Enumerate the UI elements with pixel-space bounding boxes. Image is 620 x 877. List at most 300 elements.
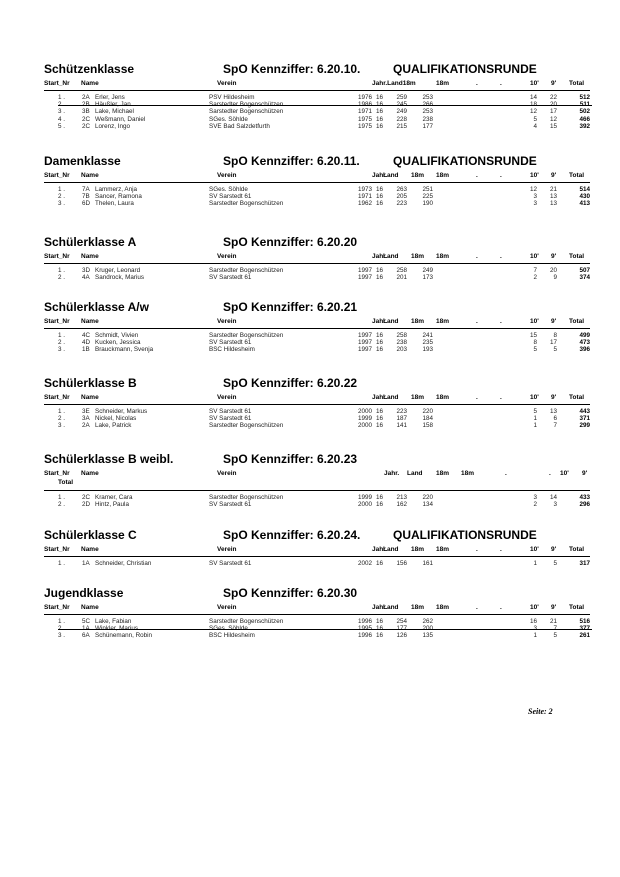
header-m18: 18m (411, 253, 425, 260)
total: 371 (579, 415, 590, 423)
club: Sarstedter Bogenschützen (209, 332, 284, 339)
athlete-name: Sancer, Ramona (95, 193, 142, 201)
header-ten: 10' (560, 470, 569, 477)
land: 16 (376, 625, 384, 633)
header-ten: 10' (530, 318, 539, 325)
land: 16 (376, 422, 384, 430)
header-name: Name (81, 318, 99, 325)
target-group: 2C (82, 122, 91, 130)
header-dot: . (500, 172, 502, 179)
target-group: 3B (82, 108, 90, 116)
header-start-nr: Start_Nr (44, 546, 70, 553)
spo-code: SpO Kennziffer: 6.20.10. (223, 62, 361, 76)
header-name: Name (81, 253, 99, 260)
header-dot: . (500, 546, 502, 553)
header-m18: 18m (436, 172, 450, 179)
total: 413 (579, 200, 590, 208)
header-m18: 18m (436, 470, 450, 477)
table-row (0, 332, 620, 339)
header-dot: . (500, 394, 502, 401)
land: 16 (376, 494, 384, 501)
score-18m-1: 254 (396, 618, 407, 625)
column-header (0, 470, 620, 490)
header-start-nr: Start_Nr (44, 470, 70, 477)
header-dot: . (476, 604, 478, 611)
score-18m-2: 253 (422, 108, 433, 116)
total: 511 (579, 101, 590, 109)
land: 16 (376, 346, 384, 354)
rank: 3 . (58, 422, 66, 430)
nines: 6 (553, 415, 557, 423)
class-name: Damenklasse (44, 154, 121, 168)
header-jahr: Jahr. (372, 546, 388, 553)
header-name: Name (81, 80, 99, 87)
athlete-name: Sandrock, Marius (95, 274, 144, 282)
target-group: 2A (82, 422, 90, 430)
section-title-row (0, 235, 620, 251)
score-18m-1: 162 (396, 501, 407, 509)
athlete-name: Weßmann, Daniel (95, 115, 146, 123)
round-label: QUALIFIKATIONSRUNDE (393, 62, 537, 76)
header-m18: 18m (436, 546, 450, 553)
spo-code: SpO Kennziffer: 6.20.20 (223, 235, 358, 249)
nines: 15 (549, 122, 557, 130)
score-18m-2: 225 (422, 193, 433, 201)
nines: 5 (553, 346, 557, 354)
column-header (0, 546, 620, 556)
header-dot: . (549, 470, 551, 477)
score-18m-1: 156 (396, 560, 407, 567)
header-nine: 9' (551, 394, 557, 401)
score-18m-2: 173 (422, 274, 433, 282)
birth-year: 1995 (358, 625, 373, 633)
nines: 17 (549, 339, 557, 347)
athlete-name: Häußler, Jan (95, 101, 131, 109)
birth-year: 1996 (358, 632, 373, 640)
header-nine: 9' (551, 80, 557, 87)
score-18m-1: 238 (396, 339, 407, 347)
land: 16 (376, 122, 384, 130)
land: 16 (376, 274, 384, 282)
land: 16 (376, 186, 384, 193)
tens: 12 (529, 108, 537, 116)
birth-year: 1973 (358, 186, 373, 193)
rank: 1 . (58, 618, 66, 625)
score-18m-1: 213 (396, 494, 407, 501)
table-row (0, 108, 620, 115)
birth-year: 1962 (358, 200, 373, 208)
target-group: 7B (82, 193, 90, 201)
nines: 7 (553, 422, 557, 430)
header-jahr: Jahr. (384, 470, 400, 477)
athlete-name: Schneider, Markus (95, 408, 148, 415)
header-total: Total (569, 394, 585, 401)
total: 466 (579, 115, 590, 123)
score-18m-2: 134 (422, 501, 433, 509)
section-title-row (0, 376, 620, 392)
header-ten: 10' (530, 80, 539, 87)
header-m18: 18m (436, 394, 450, 401)
page-number: Seite: 2 (528, 707, 553, 716)
table-row (0, 625, 620, 632)
athlete-name: Erler, Jens (95, 94, 125, 101)
club: SGes. Söhlde (209, 115, 248, 123)
athlete-name: Nickel, Nicolas (95, 415, 137, 423)
header-land: Land (383, 394, 399, 401)
total: 473 (579, 339, 590, 347)
total: 396 (579, 346, 590, 354)
header-rule (44, 490, 590, 491)
score-18m-1: 201 (396, 274, 407, 282)
header-name: Name (81, 470, 99, 477)
club: SGes. Söhlde (209, 186, 248, 193)
birth-year: 1997 (358, 267, 373, 274)
header-verein: Verein (217, 318, 237, 325)
header-rule (44, 614, 590, 615)
total: 433 (579, 494, 590, 501)
nines: 5 (553, 632, 557, 640)
nines: 14 (549, 494, 557, 501)
section-1 (0, 154, 620, 208)
total: 392 (579, 122, 590, 130)
tens: 7 (533, 267, 537, 274)
score-18m-1: 263 (396, 186, 407, 193)
rank: 2 . (58, 339, 66, 347)
score-18m-1: 223 (396, 200, 407, 208)
total: 374 (579, 274, 590, 282)
section-title-row (0, 528, 620, 544)
club: PSV Hildesheim (209, 94, 255, 101)
header-start-nr: Start_Nr (44, 253, 70, 260)
target-group: 3D (82, 267, 91, 274)
land: 16 (376, 415, 384, 423)
section-title-row (0, 452, 620, 468)
rank: 2 . (58, 274, 66, 282)
table-row (0, 94, 620, 101)
table-row (0, 186, 620, 193)
nines: 17 (549, 108, 557, 116)
target-group: 3A (82, 415, 90, 423)
header-total: Total (569, 253, 585, 260)
spo-code: SpO Kennziffer: 6.20.22 (223, 376, 358, 390)
rank: 2 . (58, 415, 66, 423)
spo-code: SpO Kennziffer: 6.20.24. (223, 528, 361, 542)
tens: 8 (533, 339, 537, 347)
land: 16 (376, 332, 384, 339)
target-group: 2C (82, 115, 91, 123)
header-jahr-land-joined: Jahr.Land18m (372, 80, 416, 87)
tens: 5 (533, 346, 537, 354)
nines: 13 (549, 193, 557, 201)
rank: 3 . (58, 108, 66, 116)
header-total: Total (569, 546, 585, 553)
target-group: 6D (82, 200, 91, 208)
class-name: Schülerklasse B (44, 376, 137, 390)
rank: 1 . (58, 267, 66, 274)
table-row (0, 339, 620, 346)
spo-code: SpO Kennziffer: 6.20.23 (223, 452, 358, 466)
section-title-row (0, 62, 620, 78)
nines: 22 (549, 94, 557, 101)
athlete-name: Kucken, Jessica (95, 339, 141, 347)
target-group: 1B (82, 346, 90, 354)
birth-year: 1996 (358, 618, 373, 625)
athlete-name: Winkler, Marius (95, 625, 139, 633)
target-group: 1A (82, 625, 90, 633)
target-group: 4D (82, 339, 91, 347)
header-dot: . (476, 318, 478, 325)
rank: 1 . (58, 560, 66, 567)
header-rule (44, 90, 590, 91)
section-4 (0, 376, 620, 430)
score-18m-2: 200 (422, 625, 433, 633)
club: Sarstedter Bogenschützen (209, 494, 284, 501)
header-nine: 9' (551, 546, 557, 553)
class-name: Schützenklasse (44, 62, 135, 76)
score-18m-2: 193 (422, 346, 433, 354)
column-header (0, 80, 620, 90)
score-18m-1: 205 (396, 193, 407, 201)
club: SV Sarstedt 61 (209, 339, 252, 347)
column-header (0, 318, 620, 328)
club: Sarstedter Bogenschützen (209, 618, 284, 625)
birth-year: 1999 (358, 415, 373, 423)
table-row (0, 415, 620, 422)
club: SV Sarstedt 61 (209, 408, 252, 415)
header-dot: . (500, 80, 502, 87)
column-header (0, 253, 620, 263)
score-18m-2: 161 (422, 560, 433, 567)
header-jahr: Jahr. (372, 394, 388, 401)
target-group: 3E (82, 408, 90, 415)
header-m18: 18m (411, 172, 425, 179)
score-18m-2: 184 (422, 415, 433, 423)
nines: 21 (549, 618, 557, 625)
nines: 3 (553, 501, 557, 509)
header-land: Land (407, 470, 423, 477)
header-m18: 18m (411, 318, 425, 325)
land: 16 (376, 339, 384, 347)
header-total: Total (569, 318, 585, 325)
header-nine: 9' (551, 604, 557, 611)
nines: 21 (549, 186, 557, 193)
section-3 (0, 300, 620, 354)
club: SV Sarstedt 61 (209, 560, 252, 567)
nines: 7 (553, 625, 557, 633)
athlete-name: Schünemann, Robin (95, 632, 153, 640)
header-land: Land (383, 604, 399, 611)
score-18m-2: 177 (422, 122, 433, 130)
header-name: Name (81, 172, 99, 179)
birth-year: 1997 (358, 332, 373, 339)
athlete-name: Kruger, Leonard (95, 267, 141, 274)
score-18m-1: 259 (396, 94, 407, 101)
header-start-nr: Start_Nr (44, 318, 70, 325)
nines: 12 (549, 115, 557, 123)
table-row (0, 494, 620, 501)
header-land: Land (383, 172, 399, 179)
table-row (0, 193, 620, 200)
club: SVE Bad Salzdetfurth (209, 122, 270, 130)
tens: 5 (533, 115, 537, 123)
total: 516 (579, 618, 590, 625)
header-nine: 9' (582, 470, 588, 477)
header-rule (44, 182, 590, 183)
target-group: 4C (82, 332, 91, 339)
birth-year: 2000 (358, 501, 373, 509)
athlete-name: Lake, Michael (95, 108, 134, 116)
header-dot: . (500, 318, 502, 325)
header-start-nr: Start_Nr (44, 172, 70, 179)
athlete-name: Brauckmann, Svenja (95, 346, 154, 354)
total: 502 (579, 108, 590, 116)
tens: 2 (533, 274, 537, 282)
section-5 (0, 452, 620, 508)
score-18m-1: 215 (396, 122, 407, 130)
score-18m-1: 177 (396, 625, 407, 633)
birth-year: 1999 (358, 494, 373, 501)
land: 16 (376, 108, 384, 116)
score-18m-2: 262 (422, 618, 433, 625)
column-header (0, 604, 620, 614)
club: Sarstedter Bogenschützen (209, 101, 284, 109)
nines: 20 (549, 267, 557, 274)
table-row (0, 560, 620, 567)
header-verein: Verein (217, 80, 237, 87)
rank: 3 . (58, 200, 66, 208)
rank: 2 . (58, 193, 66, 201)
club: Sarstedter Bogenschützen (209, 267, 284, 274)
land: 16 (376, 101, 384, 109)
athlete-name: Lake, Patrick (95, 422, 132, 430)
column-header (0, 172, 620, 182)
target-group: 2C (82, 494, 91, 501)
section-title-row (0, 300, 620, 316)
club: Sarstedter Bogenschützen (209, 200, 284, 208)
tens: 1 (533, 632, 537, 640)
score-18m-2: 220 (422, 408, 433, 415)
target-group: 1A (82, 560, 90, 567)
birth-year: 1997 (358, 346, 373, 354)
table-row (0, 200, 620, 207)
club: SV Sarstedt 61 (209, 501, 252, 509)
header-land: Land (383, 253, 399, 260)
land: 16 (376, 501, 384, 509)
score-18m-2: 158 (422, 422, 433, 430)
score-18m-1: 223 (396, 408, 407, 415)
land: 16 (376, 632, 384, 640)
score-18m-2: 253 (422, 94, 433, 101)
score-18m-2: 266 (422, 101, 433, 109)
score-18m-1: 258 (396, 332, 407, 339)
class-name: Schülerklasse A/w (44, 300, 149, 314)
athlete-name: Lake, Fabian (95, 618, 132, 625)
table-row (0, 408, 620, 415)
class-name: Schülerklasse A (44, 235, 137, 249)
header-total: Total (58, 479, 74, 486)
score-18m-1: 228 (396, 115, 407, 123)
table-row (0, 632, 620, 639)
spo-code: SpO Kennziffer: 6.20.30 (223, 586, 358, 600)
club: BSC Hildesheim (209, 632, 255, 640)
total: 430 (579, 193, 590, 201)
total: 296 (579, 501, 590, 509)
total: 512 (579, 94, 590, 101)
club: BSC Hildesheim (209, 346, 255, 354)
header-jahr: Jahr. (372, 253, 388, 260)
club: Sarstedter Bogenschützen (209, 422, 284, 430)
land: 16 (376, 560, 384, 567)
spo-code: SpO Kennziffer: 6.20.11. (223, 154, 360, 168)
total: 499 (579, 332, 590, 339)
header-jahr: Jahr. (372, 318, 388, 325)
birth-year: 1997 (358, 339, 373, 347)
tens: 1 (533, 415, 537, 423)
tens: 3 (533, 494, 537, 501)
birth-year: 1975 (358, 115, 373, 123)
header-start-nr: Start_Nr (44, 394, 70, 401)
header-start-nr: Start_Nr (44, 80, 70, 87)
birth-year: 1971 (358, 193, 373, 201)
round-label: QUALIFIKATIONSRUNDE (393, 528, 537, 542)
tens: 3 (533, 200, 537, 208)
score-18m-2: 190 (422, 200, 433, 208)
land: 16 (376, 618, 384, 625)
table-row (0, 501, 620, 508)
header-rule (44, 404, 590, 405)
nines: 9 (553, 274, 557, 282)
header-dot: . (500, 604, 502, 611)
score-18m-1: 245 (396, 101, 407, 109)
birth-year: 2000 (358, 408, 373, 415)
nines: 5 (553, 560, 557, 567)
table-row (0, 274, 620, 281)
birth-year: 1997 (358, 274, 373, 282)
header-ten: 10' (530, 253, 539, 260)
header-m18: 18m (411, 394, 425, 401)
tens: 15 (529, 332, 537, 339)
section-6 (0, 528, 620, 567)
section-7 (0, 586, 620, 640)
birth-year: 1971 (358, 108, 373, 116)
header-m18: 18m (436, 604, 450, 611)
score-18m-1: 126 (396, 632, 407, 640)
rank: 2 . (58, 101, 66, 109)
land: 16 (376, 94, 384, 101)
header-start-nr: Start_Nr (44, 604, 70, 611)
land: 16 (376, 408, 384, 415)
header-verein: Verein (217, 604, 237, 611)
tens: 16 (529, 618, 537, 625)
header-name: Name (81, 546, 99, 553)
land: 16 (376, 200, 384, 208)
rank: 5 . (58, 122, 66, 130)
header-rule (44, 556, 590, 557)
nines: 8 (553, 332, 557, 339)
header-dot: . (476, 172, 478, 179)
total: 377 (579, 625, 590, 633)
tens: 3 (533, 193, 537, 201)
rank: 2 . (58, 625, 66, 633)
club: SV Sarstedt 61 (209, 415, 252, 423)
target-group: 7A (82, 186, 90, 193)
nines: 20 (549, 101, 557, 109)
header-ten: 10' (530, 394, 539, 401)
class-name: Schülerklasse C (44, 528, 137, 542)
header-jahr: Jahr. (372, 172, 388, 179)
section-2 (0, 235, 620, 281)
header-verein: Verein (217, 253, 237, 260)
